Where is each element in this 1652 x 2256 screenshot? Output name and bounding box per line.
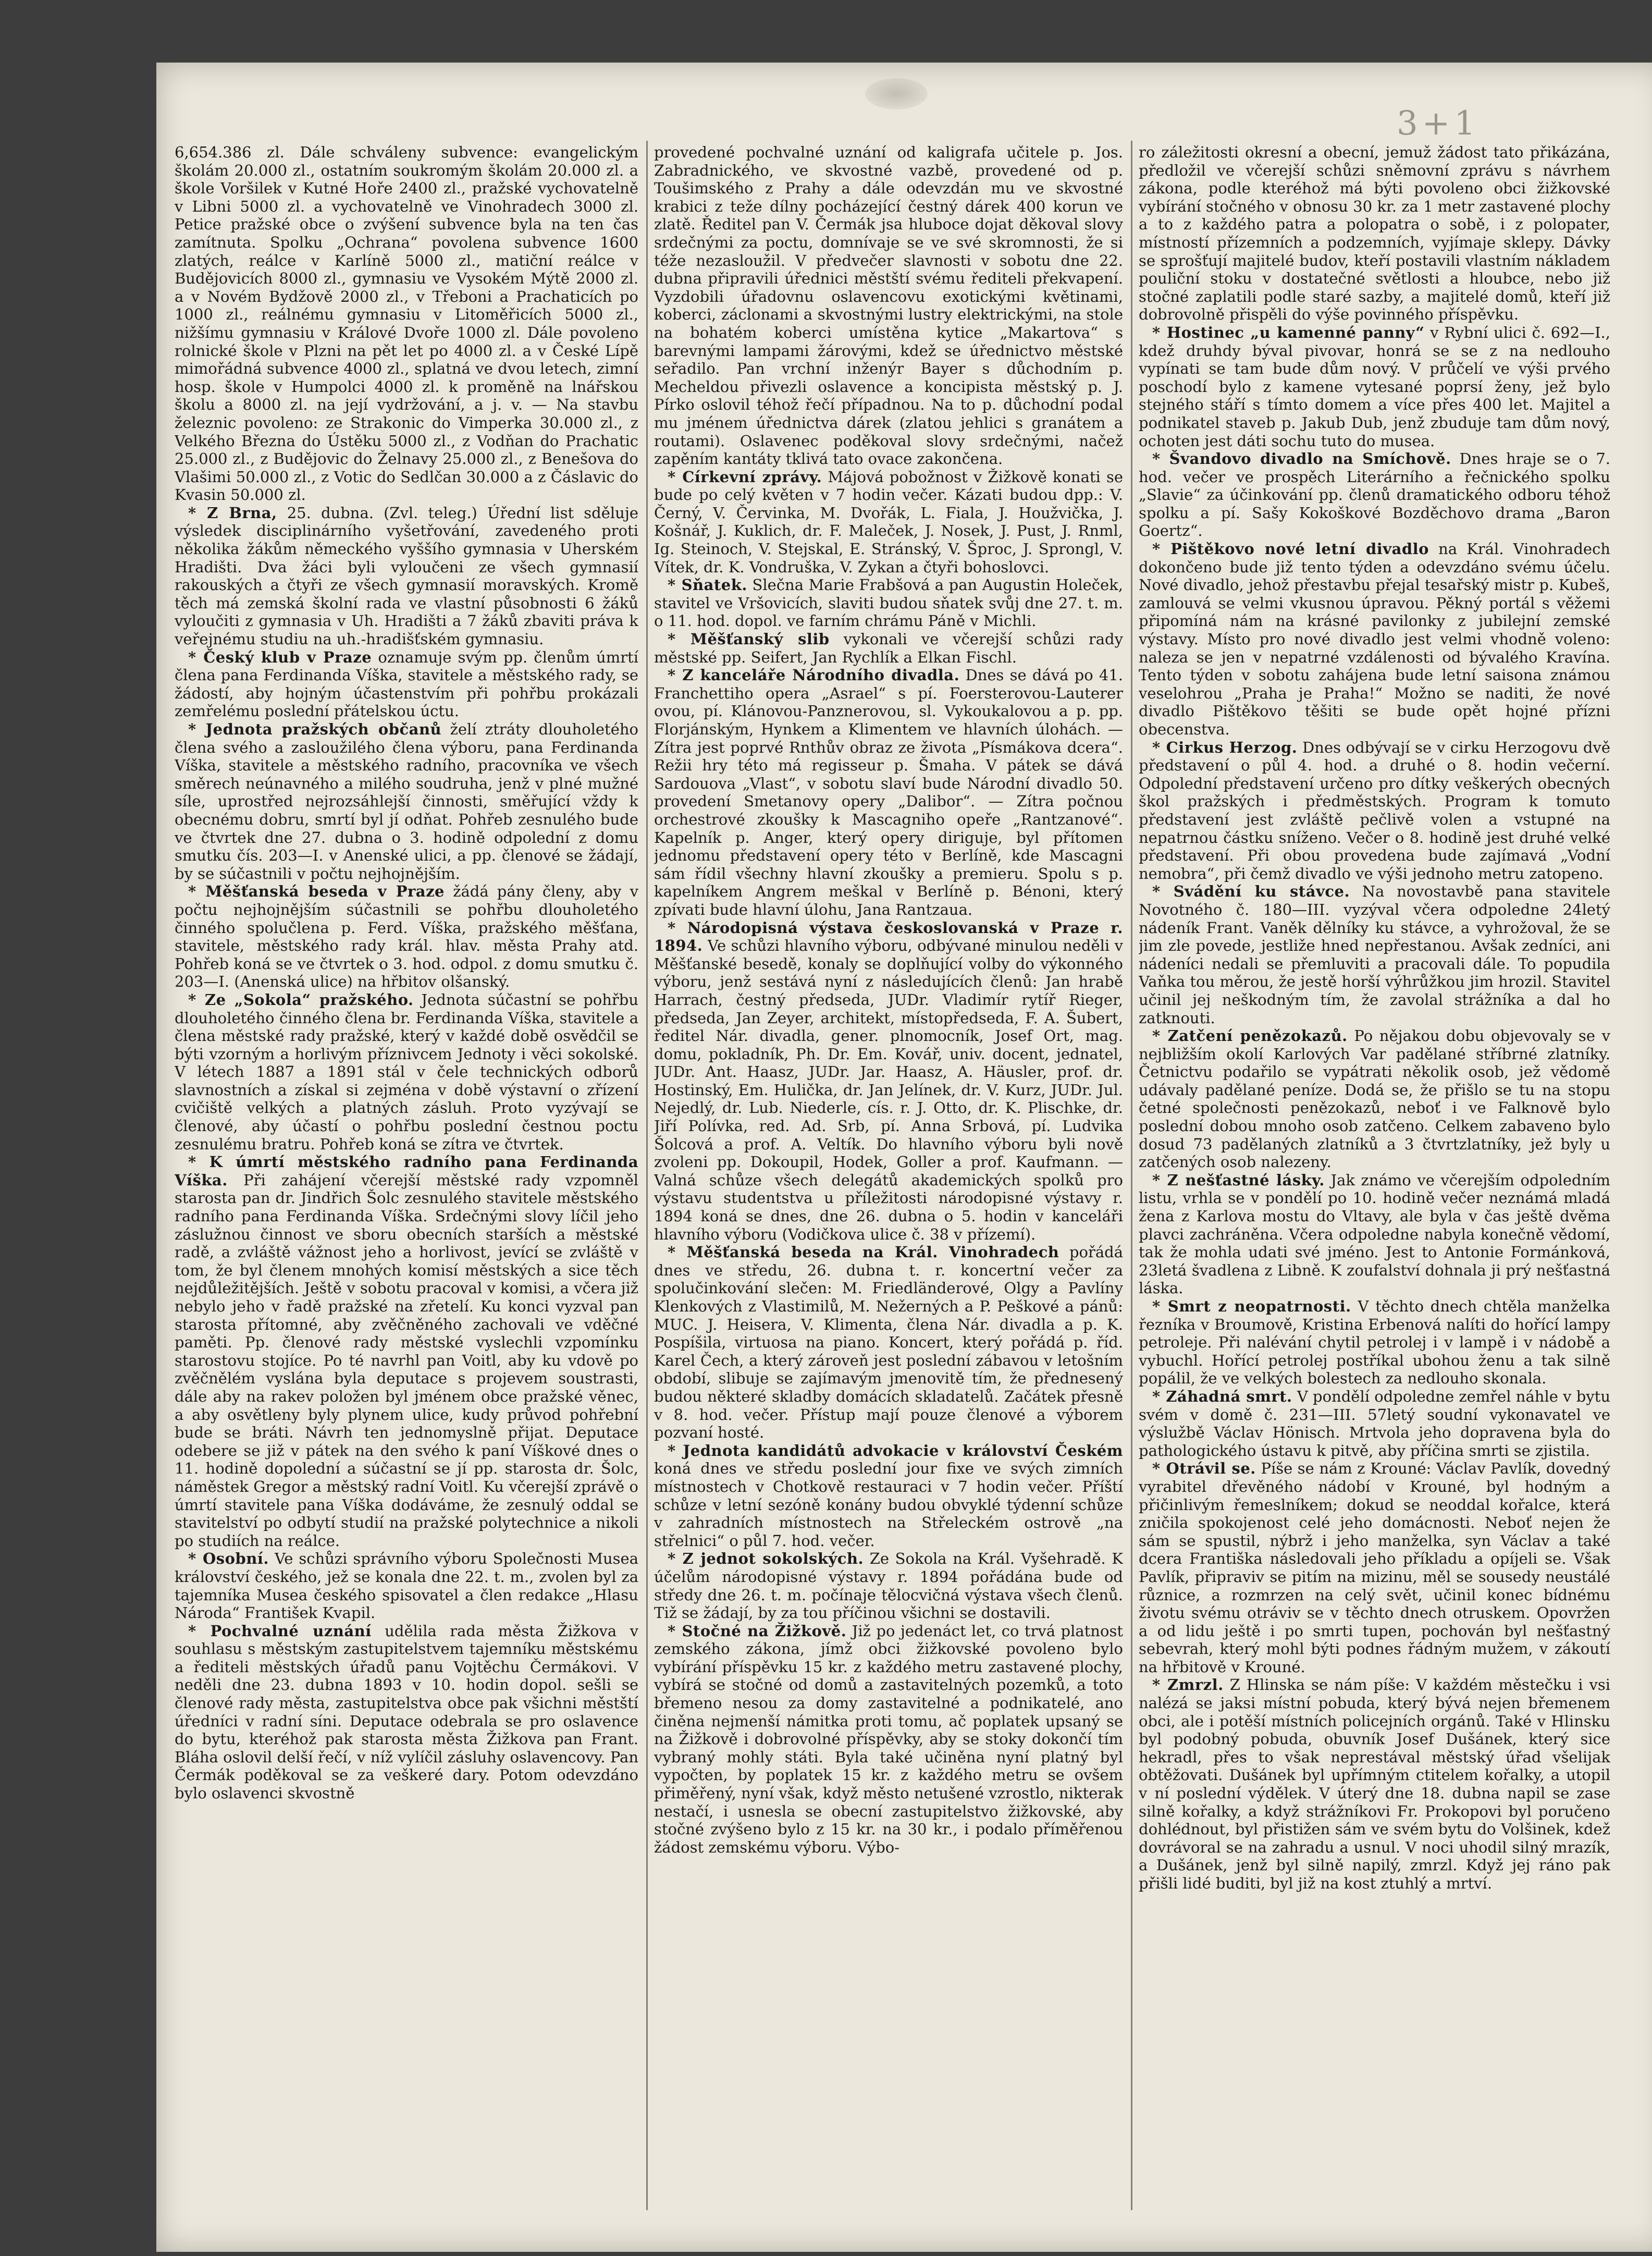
news-item-body: provedené pochvalné uznání od kaligrafa učitele p. Jos. Zabradnického, ve skvostné vazbě, provedené od p. Toušimského z Prahy a dále odevzdán mu ve skvostné krabici z teže dílny pocházející čestný dárek 400 korun ve zlatě. Ředitel pan V. Čermák jsa hluboce dojat děkoval slovy srdečnými za poctu, domnívaje se ve své skromnosti, že si téže nezasloužil. V předvečer slavnosti v sobotu dne 22. dubna připravili úřednici městští svému řediteli překvapení. Vyzdobili úřadovnu oslavencovu exotickými květinami, koberci, záclonami a skvostnými lustry elektrickými, na stole na bohatém koberci umístěna kytice „Makartova“ s barevnými lampami žárovými, kdež se úřednictvo městské seřadilo. Pan vrchní inženýr Bayer s důchodním p. Mecheldou přivezli oslavence a koncipista městský p. J. Pírko oslovil téhož řečí případnou. Na to p. důchodní podal mu jménem úřednictva dárek (zlatou jehlici s granátem a routami). Oslavenec poděkoval slovy srdečnými, načež zapěním kantáty tklivá tato ovace zakončena. — [654, 143, 1123, 468]
news-item-heading: * Smrt z neopatrnosti. — [1152, 1297, 1351, 1315]
news-paragraph — [175, 882, 638, 991]
news-item-body: Po nějakou dobu objevovaly se v nejbližším okolí Karlových Var padělané stříbrné zlatníky. Četnictvu podařilo se vypátrati několik osob, jež vědomě udávaly padělané peníze. Dodá se, že přišlo se tu na stopu četné společnosti penězokazů, neboť i ve Falknově bylo poslední dobou mnoho osob zatčeno. Celkem zabaveno bylo dosud 73 padělaných zlatníků a 3 čtvrtzlatníky, jež byly u zatčených osob nalezeny. — [1139, 1027, 1610, 1171]
news-item-heading: * Z Brna, — [188, 504, 277, 522]
news-item-body: ro záležitosti okresní a obecní, jemuž žádost tato přikázána, předložil ve včerejší schůzi sněmovní zprávu s návrhem zákona, podle kteréhož má býti povoleno obci žižkovské vybírání stočného v obnosu 30 kr. za 1 metr zastavené plochy a to z každého patra a polopatra o sobě, i z polopater, místností přízemních a podzemních, vyjímaje sklepy. Dávky se sprošťují majitelé budov, kteří postavili vlastním nákladem pouliční stoku v dostatečné světlosti a hloubce, nebo již stočné zaplatili podle staré sazby, a majitelé domů, kteří již dobrovolně přispěli do výše povinného příspěvku. — [1139, 143, 1610, 324]
column-rule-1 — [646, 141, 648, 2210]
news-paragraph — [654, 576, 1123, 630]
news-item-body: Dnes hraje se o 7. hod. večer ve prospěch Literárního a řečnického spolku „Slavie“ za účinkování pp. členů dramatického odboru téhož spolku a pí. Sašy Kokoškové Bozděchovo drama „Baron Goertz“. — [1139, 450, 1610, 540]
news-paragraph — [1139, 1460, 1610, 1676]
news-item-heading: * Sňatek. — [668, 576, 747, 594]
news-item-heading: * Osobní. — [188, 1550, 269, 1568]
news-paragraph — [1139, 1297, 1610, 1388]
page-folio: 3+1 — [1397, 104, 1480, 143]
news-item-body: Na novostavbě pana stavitele Novotného č. 180—III. vyzýval včera odpoledne 24letý nádeník Frant. Vaněk dělníky ku stávce, a vyhrožoval, že se jim zle povede, jestliže hned nepřestanou. Avšak zedníci, ani nádeníci nedali se přemluviti a pracovali dále. To popudila Vaňka tou měrou, že jestě horší výhrůžkou jim hrozil. Stavitel učinil jej neškodným tím, že zavolal strážníka a dal ho zatknouti. — [1139, 882, 1610, 1027]
news-item-body: Z Hlinska se nám píše: V každém městečku i vsi nalézá se jaksi místní pobuda, který bývá nejen břemenem obci, ale i potěší místních policejních orgánů. Také v Hlinsku byl podobný pobuda, obuvník Josef Dušánek, který sice hekradl, přes to však neprestával městský úřad všelijak obtěžovati. Dušánek byl upřímným ctitelem kořalky, a utopil v ní poslední výdělek. V úterý dne 18. dubna napil se zase silně kořalky, a když strážníkovi Fr. Prokopovi byl poručeno dohlédnout, byl přistižen sám ve svém bytu do Volšinek, kdež dovrávoral se na zahradu a usnul. V noci uhodil silný mrazík, a Dušánek, jenž byl silně napilý, zmrzl. Když jej ráno pak přišli lidé buditi, byl již na kost ztuhlý a mrtví. — [1139, 1676, 1610, 1892]
news-item-body: Dnes se dává po 41. Franchettiho opera „Asrael“ s pí. Foersterovou-Lauterer ovou, pí. Klánovou-Panznerovou, sl. Vykoukalovou a p. pp. Florjánským, Hynkem a Klimentem ve hlavních úlohách. — Zítra jest poprvé Rnthův obraz ze života „Písmákova dcera“. Režii hry této má regisseur p. Šmaha. V pátek se dává Sardouova „Vlast“, v sobotu slaví bude Národní divadlo 50. provedení Smetanovy opery „Dalibor“. — Zítra počnou orchestrové zkoušky k Mascagniho opeře „Rantzanové“. Kapelník p. Anger, který opery diriguje, byl přítomen jednomu představení opery této v Berlíně, kde Mascagni sám řídil všechny hlavní zkoušky a premieru. Spolu s p. kapelníkem Angrem meškal v Berlíně p. Bénoni, který zpívati bude hlavní úlohu, Jana Rantzaua. — [654, 666, 1123, 918]
news-item-body: oznamuje svým pp. členům úmrtí člena pana Ferdinanda Víška, stavitele a městského rady, se žádostí, aby hojným účastenstvím při pohřbu prokázali zemřelému poslední přátelskou úctu. — [175, 648, 638, 720]
news-paragraph — [1139, 739, 1610, 883]
news-item-body: Píše se nám z Krouné: Václav Pavlík, dovedný vyrabitel dřevěného nádobí v Krouné, byl hodným a přičinlivým řemeslníkem; dokud se neoddal kořalce, která zničila spokojenost celé jeho domácnosti. Neboť nejen že sám se spustil, nýbrž i jeho manželka, syn Václav a také dcera Františka následovali jeho příkladu a opíjeli se. Však Pavlík, připraviv se pitím na mizinu, měl se sousedy neustálé různice, a rozmrzen na celý svět, učinil konec bídnému životu svému otráviv se v těchto dnech otruskem. Opovržen a od lidu ještě i po smrti tupen, pochován byl nešťastný sebevrah, který mohl býti podnes řádným mužem, v zákoutí na hřbitově v Krouné. — [1139, 1460, 1610, 1676]
news-item-heading: * Z jednot sokolských. — [668, 1550, 864, 1568]
news-item-body: koná dnes ve středu poslední jour fixe ve svých zimních místnostech v Chotkově restauraci v 7 hodin večer. Příští schůze v letní sezóně konány budou obvyklé týdenní schůze v zahradních místnostech na Střeleckém ostrově „na střelnici“ o půl 7. hod. večer. — [654, 1460, 1123, 1550]
news-item-body: Dnes odbývají se v cirku Herzogovu dvě představení o půl 4. hod. a druhé o 8. hodin večerní. Odpolední představení určeno pro dítky veškerých obecných škol pražských i předměstských. Program k tomuto představení jest zvláště pečlivě volen a vstupné na nepatrnou částku sníženo. Večer o 8. hodině jest druhé velké představení. Při obou provedena bude zajímavá „Vodní nemobra“, při čemž divadlo ve výši jednoho metru zatopeno. — [1139, 738, 1610, 882]
news-item-body: Ve schůzi hlavního výboru, odbývané minulou neděli v Měšťanské besedě, konaly se doplňující volby do výkonného výboru, jenž sestává nyní z následujících členů: Jan hrabě Harrach, čestný předseda, JUDr. Vladimír rytíř Rieger, předseda, Jan Zeyer, architekt, místopředseda, F. A. Šubert, ředitel Nár. divadla, gener. plnomocník, Josef Ort, mag. domu, pokladník, Ph. Dr. Em. Kovář, univ. docent, jednatel, JUDr. Ant. Haasz, JUDr. Jar. Haasz, A. Häusler, prof. dr. Hostinský, Em. Hulička, dr. Jan Jelínek, dr. V. Kurz, JUDr. Jul. Nejedlý, dr. Lub. Niederle, cís. r. J. Otto, dr. K. Plischke, dr. Jiří Polívka, red. Ad. Srb, pí. Anna Srbová, pí. Ludvika Šolcová a prof. A. Veltík. Do hlavního výboru byli nově zvoleni pp. Dokoupil, Hodek, Goller a prof. Kaufmann. — Valná schůze všech delegátů akademických spolků pro výstavu studentstva u příležitosti národopisné výstavy r. 1894 koná se dnes, dne 26. dubna o 5. hodin v kanceláři hlavního výboru (Vodičkova ulice č. 38 v přízemí). — [654, 937, 1123, 1243]
news-item-body: na Král. Vinohradech dokončeno bude již tento týden a odevzdáno svému účelu. Nové divadlo, jehož přestavbu přejal tesařský mistr p. Kubeš, zamlouvá se velmi vkusnou úpravou. Pěkný portál s věžemi připomíná nám na krásné pavilonky z jubilejní zemské výstavy. Místo pro nové divadlo jest velmi vhodně voleno: naleza se jen v nepatrné vzdálenosti od bývalého Kravína. Tento týden v sobotu zahájena bude letní saisona známou veselohrou „Praha je Praha!“ Možno se naditi, že nové divadlo Pištěkovo těšiti se bude opět hojné přízni obecenstva. — [1139, 540, 1610, 738]
news-item-heading: * Otrávil se. — [1152, 1460, 1256, 1478]
news-item-body: Slečna Marie Frabšová a pan Augustin Holeček, stavitel ve Vršovicích, slaviti budou sňatek svůj dne 27. t. m. o 11. hod. dopol. ve farním chrámu Páně v Michli. — [654, 576, 1123, 630]
news-item-heading: * Jednota pražských občanů — [188, 720, 442, 738]
news-item-heading: * Jednota kandidátů advokacie v království Českém — [668, 1441, 1123, 1460]
news-item-body: pořádá dnes ve středu, 26. dubna t. r. koncertní večer za spolučinkování slečen: M. Friedländerové, Olgy a Pavlíny Klenkových z Vlastimilů, M. Nežerných a P. Peškové a pánů: MUC. J. Heisera, V. Klimenta, člena Nár. divadla a p. K. Pospíšila, virtuosa na piano. Koncert, který pořádá p. říd. Karel Čech, a který zároveň jest poslední zábavou v letošním období, slibuje se zajímavým jmenovitě tím, že přednesený budou některé skladby domácích skladatelů. Začátek přesně v 8. hod. večer. Přístup mají pouze členové a výborem pozvaní hosté. — [654, 1243, 1123, 1442]
news-item-heading: * Měšťanská beseda na Král. Vinohradech — [668, 1243, 1059, 1261]
news-item-body: vykonali ve včerejší schůzi rady městské pp. Seifert, Jan Rychlík a Elkan Fischl. — [654, 630, 1123, 666]
news-item-body: 25. dubna. (Zvl. teleg.) Úřední list sděluje výsledek disciplinárního vyšetřování, zavedeného proti několika žákům německého vyššího gymnasia v Uherském Hradišti. Dva žáci byli vyloučeni ze všech gymnasií rakouských a čtyři ze všech gymnasií moravských. Kromě těch má zemská školní rada ve vlastní působnosti 6 žáků vyloučiti z gymnasia v Uh. Hradišti a 7 žáků zbaviti práva k veřejnému studiu na uh.-hradišťském gymnasiu. — [175, 504, 638, 648]
news-paragraph — [654, 1442, 1123, 1550]
news-paragraph — [1139, 540, 1610, 739]
news-item-heading: * Z nešťastné lásky. — [1152, 1171, 1325, 1189]
news-paragraph — [175, 991, 638, 1153]
news-item-body: Již po jedenáct let, co trvá platnost zemského zákona, jímž obci žižkovské povoleno bylo vybírání příspěvku 15 kr. z každého metru zastavené plochy, vybírá se stočné od domů a zastavitelných pozemků, a toto břemeno nesou za domy zastavitelné a podnikatelé, ano činěna nejmenší námitka proti tomu, ač poplatek upsaný se na Žižkově i dobrovolné příspěvky, aby se stoky dokončí tím vybraný mohly státi. Byla také učiněna nyní platný byl vypočten, by poplatek 15 kr. z každého metru se ovšem přiměřený, nyní však, když město netušené vzrostlo, nikterak nestačí, i usnesla se obecní zastupitelstvo žižkovské, aby stočné zvýšeno bylo z 15 kr. na 30 kr., i podalo příměřenou žádost zemskému výboru. Výbo- — [654, 1622, 1123, 1856]
news-item-body: Ve schůzi správního výboru Společnosti Musea království českého, jež se konala dne 22. t. m., zvolen byl za tajemníka Musea českého spisovatel a člen redakce „Hlasu Národa“ František Kvapil. — [175, 1550, 638, 1622]
news-paragraph — [175, 1550, 638, 1622]
news-item-heading: * Cirkus Herzog. — [1152, 738, 1298, 756]
ink-smudge — [865, 78, 928, 109]
news-item-heading: * Ze „Sokola“ pražského. — [188, 990, 414, 1009]
news-item-heading: * K úmrtí městského radního pana Ferdinanda Víška. — [175, 1153, 638, 1189]
news-item-heading: * Záhadná smrt. — [1152, 1387, 1292, 1405]
news-paragraph — [175, 504, 638, 648]
news-item-heading: * Z kanceláře Národního divadla. — [668, 666, 960, 684]
news-item-heading: * Hostinec „u kamenné panny“ — [1152, 323, 1425, 341]
news-item-heading: * Stočné na Žižkově. — [668, 1622, 847, 1640]
news-paragraph — [1139, 1027, 1610, 1171]
news-item-body: želí ztráty dlouholetého člena svého a zasloužilého člena výboru, pana Ferdinanda Víška, stavitele a městského radního, pracovníka ve všech směrech neúnavného a milého soudruha, jenž v plné mužné síle, uprostřed nejrozsáhlejší činnosti, směřující vždy k obecnému dobru, smrtí byl jí odňat. Pohřeb zesnulého bude ve čtvrtek dne 27. dubna o 3. hodině odpolední z domu smutku čís. 203—I. v Anenské ulici, a pp. členové se žádají, by se súčastnili v počtu nejhojnějším. — [175, 720, 638, 882]
news-paragraph — [654, 630, 1123, 666]
news-item-heading: * Zatčení penězokazů. — [1152, 1027, 1348, 1045]
news-paragraph — [175, 648, 638, 720]
news-item-body: žádá pány členy, aby v počtu nejhojnějším súčastnili se pohřbu dlouholetého činného spolučlena p. Ferd. Víška, pražského měšťana, stavitele, městského rady král. hlav. města Prahy atd. Pohřeb koná se ve čtvrtek o 3. hod. odpol. z domu smutku č. 203—I. (Anenská ulice) na hřbitov olšanský. — [175, 882, 638, 991]
news-item-heading: * Národopisná výstava českoslovanská v Praze r. 1894. — [654, 918, 1123, 955]
news-paragraph — [654, 1243, 1123, 1442]
news-paragraph — [1139, 1676, 1610, 1892]
news-item-body: 6,654.386 zl. Dále schváleny subvence: evangelickým školám 20.000 zl., ostatním soukromým školám 20.000 zl. a škole Voršilek v Kutné Hoře 2400 zl., pražské vychovatelně v Libni 5000 zl. a vychovatelně ve Vinohradech 3000 zl. Petice pražské obce o zvýšení subvence byla na ten čas zamítnuta. Spolku „Ochrana“ povolena subvence 1600 zlatých, reálce v Karlíně 5000 zl., matiční reálce v Budějovicích 8000 zl., gymnasiu ve Vysokém Mýtě 2000 zl. a v Novém Bydžově 2000 zl., v Třeboni a Prachaticích po 1000 zl., reálnému gymnasiu v Litoměřicích 5000 zl., nižšímu gymnasiu v Králové Dvoře 1000 zl. Dále povoleno rolnické škole v Plzni na pět let po 4000 zl. a v České Lípě mimořádná subvence 4000 zl., splatná ve dvou letech, zimní hosp. škole v Humpolci 4000 zl. k proměně na lnářskou školu a 8000 zl. na její vydržování, a j. v. — Na stavbu železnic povoleno: ze Strakonic do Vimperka 30.000 zl., z Velkého Března do Ústěku 5000 zl., z Vodňan do Prachatic 25.000 zl., z Budějovic do Želnavy 25.000 zl., z Benešova do Vlašimi 50.000 zl., z Votic do Sedlčan 30.000 a z Čáslavic do Kvasin 50.000 zl. — [175, 143, 638, 504]
news-paragraph — [654, 1622, 1123, 1857]
article-column-2 — [654, 143, 1123, 2208]
news-paragraph — [175, 720, 638, 882]
news-item-body: udělila rada města Žižkova v souhlasu s městským zastupitelstvem tajemníku městskému a řediteli městských úřadů panu Vojtěchu Čermákovi. V neděli dne 23. dubna 1893 v 10. hodin dopol. sešli se členové rady města, zastupitelstva obce pak všichni městští úředníci v radní síni. Deputace odebrala se pro oslavence do bytu, kteréhož pak starosta města Žižkova pan Frant. Bláha oslovil delší řečí, v níž vylíčil zásluhy oslavencovy. Pan Čermák poděkoval se za veškeré dary. Potom odevzdáno bylo oslavenci skvostně — [175, 1622, 638, 1803]
news-item-heading: * Církevní zprávy. — [668, 468, 822, 486]
news-paragraph — [1139, 450, 1610, 540]
news-paragraph — [654, 143, 1123, 468]
news-item-body: Jednota súčastní se pohřbu dlouholetého činného člena br. Ferdinanda Víška, stavitele a člena městské rady pražské, který v každé době osvědčil se býti vzorným a horlivým příznivcem Jednoty i věci sokolské. V létech 1887 a 1891 stál v čele technických odborů slavnostních a získal si zejména v době výstavní o zřízení cvičiště velkých a platných zásluh. Proto vyzývají se členové, aby účastí o pohřbu poslední čestnou poctu zesnulému bratru. Pohřeb koná se zítra ve čtvrtek. — [175, 990, 638, 1153]
news-item-body: V pondělí odpoledne zemřel náhle v bytu svém v domě č. 231—III. 57letý soudní vykonavatel ve výslužbě Václav Hönisch. Mrtvola jeho dopravena byla do pathologického ústavu k pitvě, aby příčina smrti se zjistila. — [1139, 1387, 1610, 1460]
article-column-1 — [175, 143, 638, 2208]
news-item-body: Májová pobožnost v Žižkově konati se bude po celý květen v 7 hodin večer. Kázati budou dpp.: V. Černý, V. Červinka, M. Dvořák, L. Fiala, J. Houžvička, J. Košnář, J. Kuklich, dr. F. Maleček, J. Nosek, J. Pust, J. Rnml, Ig. Steinoch, V. Stejskal, E. Stránský, V. Šproc, J. Sprongl, V. Vítek, dr. K. Vondruška, V. Zykan a čtyři bohoslovci. — [654, 468, 1123, 576]
news-item-heading: * Švandovo divadlo na Smíchově. — [1152, 450, 1451, 468]
news-item-heading: * Měšťanská beseda v Praze — [188, 882, 445, 901]
news-paragraph — [654, 666, 1123, 918]
news-paragraph — [654, 1550, 1123, 1622]
news-item-body: V těchto dnech chtěla manželka řezníka v Broumově, Kristina Erbenová nalíti do hořící lampy petroleje. Při nalévání chytil petrolej i v lampě i v nádobě a vybuchl. Hořící petrolej postříkal ubohou ženu a tak silně popálil, že ve velkých bolestech za nedlouho skonala. — [1139, 1297, 1610, 1388]
news-item-body: Ze Sokola na Král. Vyšehradě. K účelům národopisné výstavy r. 1894 pořádána bude od středy dne 26. t. m. počínaje tělocvičná výstava všech členů. Tiž se žádají, by za tou příčinou všichni se dostavili. — [654, 1550, 1123, 1622]
news-item-heading: * Zmrzl. — [1152, 1676, 1224, 1694]
article-column-3 — [1139, 143, 1610, 2208]
news-item-heading: * Měšťanský slib — [668, 630, 830, 648]
news-item-heading: * Pištěkovo nové letní divadlo — [1152, 540, 1429, 558]
news-item-body: Při zahájení včerejší městské rady vzpomněl starosta pan dr. Jindřich Šolc zesnulého stavitele městského radního pana Ferdinanda Víška. Srdečnými slovy líčil jeho záslužnou činnost ve sboru obecních starších a městské radě, a zvláště vážnost jeho a horlivost, jevící se zvláště v tom, že byl členem mnohých komisí městských a sice těch nejdůležitějších. Ještě v sobotu pracoval v komisi, a včera již nebylo jeho v řadě pražské na zřetelí. Ku konci vyzval pan starosta přítomné, aby zvěčněného zachovali ve vděčné paměti. Pp. členové rady městské vyslechli vzpomínku starostovu stojíce. Po té navrhl pan Voitl, aby ku vdově po zvěčnělém vyslána byla deputace s projevem soustrasti, dále aby na rakev položen byl jménem obce pražské věnec, a aby osvětleny byly plynem ulice, kudy průvod pohřební bude se bráti. Návrh ten jednomyslně přijat. Deputace odebere se již v pátek na den svého k paní Víškové dnes o 11. hodině dopolední a súčastní se jí pp. starosta dr. Šolc, náměstek Gregor a městský radní Voitl. Ku včerejší zprávě o úmrtí stavitele pana Víška dodáváme, že zesnulý oddal se stavitelství po odbytí studií na pražské polytechnice a nikoli po studiích na reálce. — [175, 1171, 638, 1550]
news-paragraph — [175, 143, 638, 504]
news-paragraph — [654, 468, 1123, 577]
news-item-body: Jak známo ve včerejším odpoledním listu, vrhla se v pondělí po 10. hodině večer neznámá mladá žena z Karlova mostu do Vltavy, ale byla v čas ještě dvěma plavci zachráněna. Včera odpoledne nabyla konečně vědomí, tak že mohla udati své jméno. Jest to Antonie Formánková, 23letá švadlena z Libně. K zoufalství dohnala ji prý nešťastná láska. — [1139, 1171, 1610, 1297]
newspaper-page — [156, 63, 1652, 2252]
news-item-heading: * Pochvalné uznání — [188, 1622, 372, 1640]
news-paragraph — [654, 919, 1123, 1244]
news-paragraph — [1139, 324, 1610, 450]
news-item-heading: * Svádění ku stávce. — [1152, 882, 1350, 901]
news-paragraph — [175, 1622, 638, 1803]
news-paragraph — [1139, 143, 1610, 324]
news-paragraph — [1139, 1171, 1610, 1297]
news-paragraph — [175, 1153, 638, 1550]
news-paragraph — [1139, 1388, 1610, 1460]
column-rule-2 — [1131, 141, 1132, 2210]
news-item-heading: * Český klub v Praze — [188, 648, 372, 666]
news-item-body: v Rybní ulici č. 692—I., kdež druhdy býval pivovar, honrá se se z na nedlouho vypínati se tam bude dům nový. V průčelí ve výši prvého poschodí bylo z kamene vytesané poprsí ženy, jež bylo stejného stáří s tímto domem a více přes 400 let. Majitel a podnikatel staveb p. Jakub Dub, jenž zbuduje tam dům nový, ochoten jest dáti sochu tuto do musea. — [1139, 323, 1610, 450]
news-paragraph — [1139, 882, 1610, 1027]
